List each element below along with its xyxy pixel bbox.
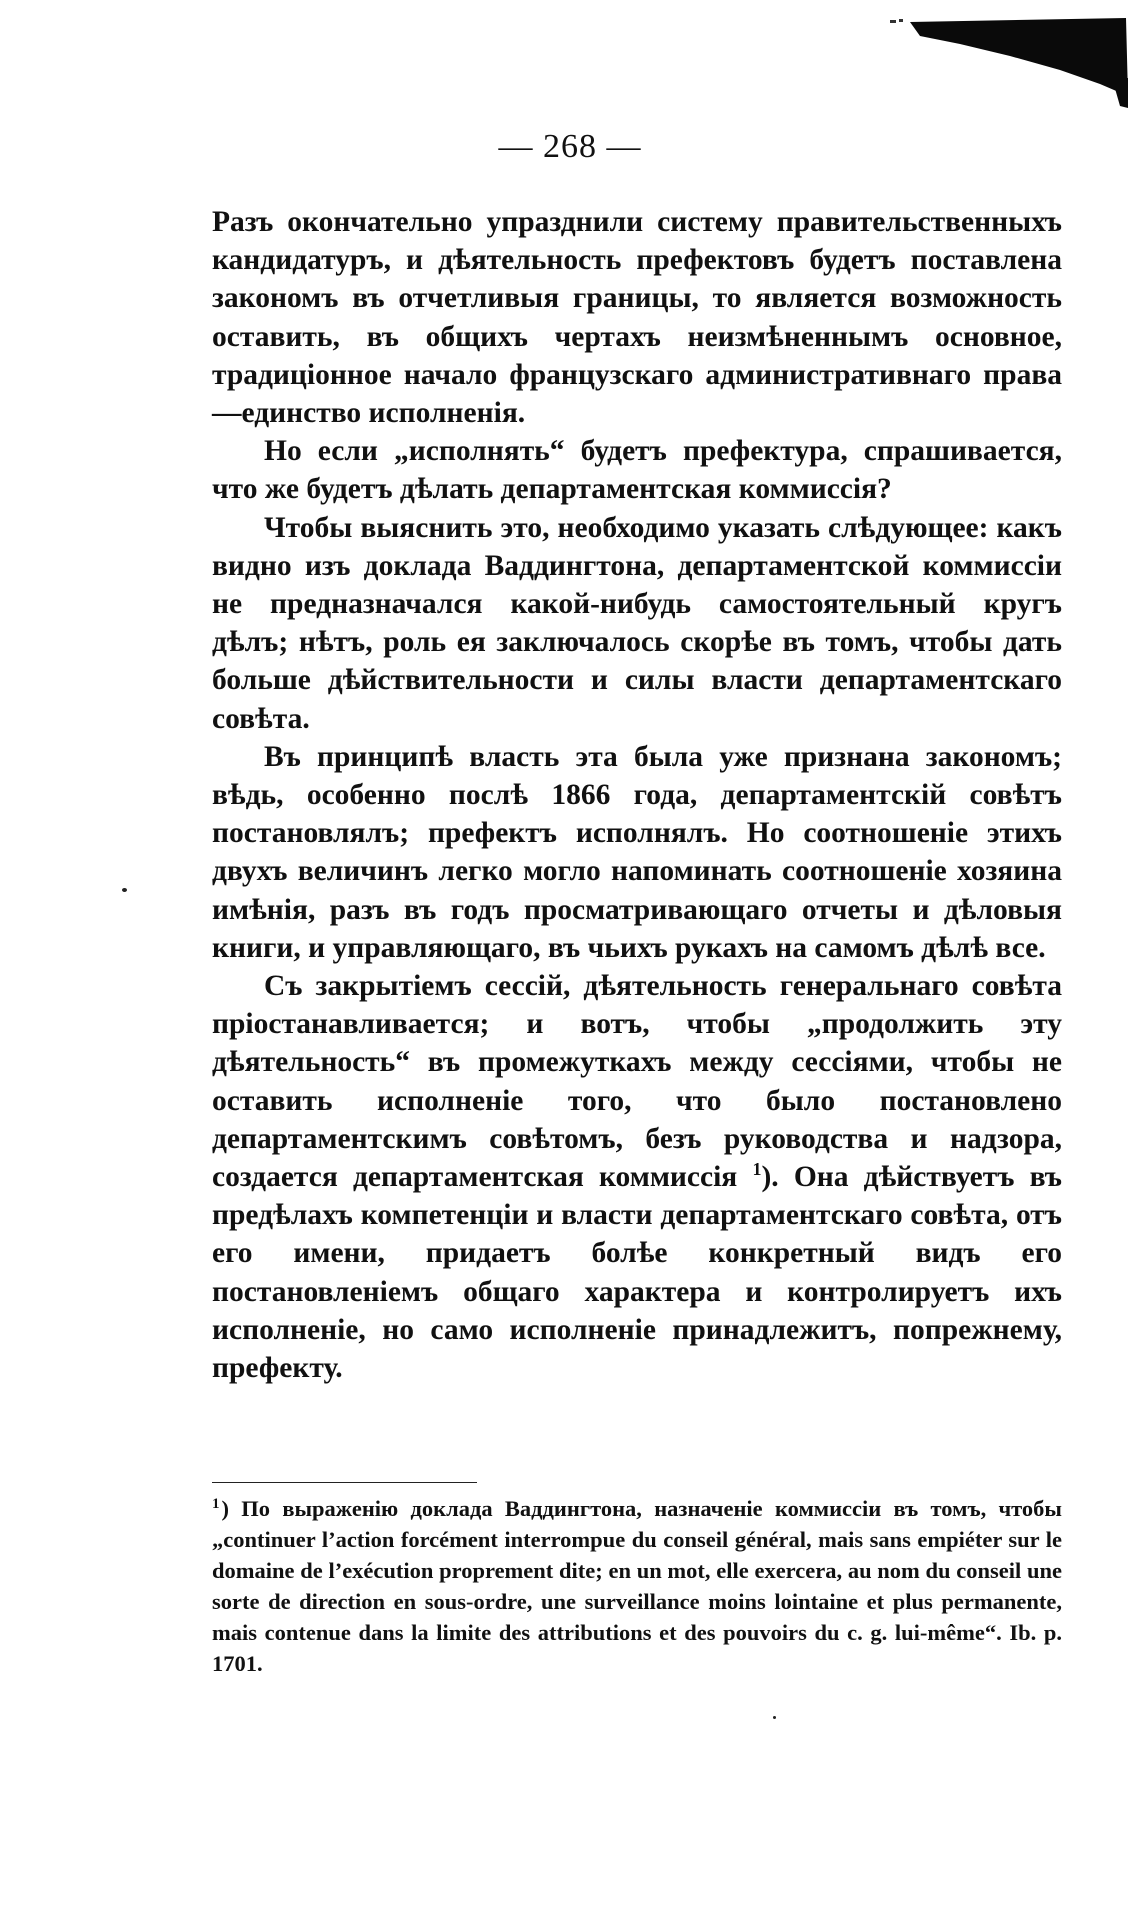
footnote: [212, 1493, 1062, 1679]
ink-smudge-mark: [890, 18, 1130, 108]
paragraph-3: Чтобы выяснить это, необходимо указать слѣдующее: какъ видно изъ доклада Ваддингтона, департаментской коммиссіи не предназначался какой-нибудь самостоятельный кругъ дѣлъ; нѣтъ, роль ея заключалось скорѣе въ томъ, чтобы дать больше дѣйствительности и силы власти департаментскаго совѣта.: [212, 511, 1062, 735]
paragraph-5-after-ref: ). Она дѣйствуетъ въ предѣлахъ компетенціи и власти департаментскаго совѣта, отъ его имени, придаетъ болѣе конкретный видъ его постановленіемъ общаго характера и контролируетъ ихъ исполненіе, но само исполненіе принадлежитъ, попрежнему, префекту.: [212, 1161, 1063, 1385]
paragraph-5-before-ref: Съ закрытіемъ сессій, дѣятельность генеральнаго совѣта пріостанавливается; и вотъ, чтобы „продолжить эту дѣятельность“ въ промежуткахъ между сессіями, чтобы не оставить исполненіе того, что было постановлено департаментскимъ совѣтомъ, безъ руководства и надзора, создается департаментская коммиссія: [212, 970, 1062, 1194]
footnote-marker: 1: [212, 1495, 220, 1512]
paragraph-1: Разъ окончательно упразднили систему правительственныхъ кандидатуръ, и дѣятельность префектовъ будетъ поставлена закономъ въ отчетливыя границы, то является возможность оставить, въ общихъ чертахъ неизмѣненнымъ основное, традиціонное начало французскаго административнаго права—единство исполненія.: [212, 206, 1062, 430]
paragraph-5: [212, 967, 1062, 1387]
print-speck: [122, 888, 127, 892]
paragraph-4: Въ принципѣ власть эта была уже признана закономъ; вѣдь, особенно послѣ 1866 года, департаментскій совѣтъ постановлялъ; префектъ исполнялъ. Но соотношеніе этихъ двухъ величинъ легко могло напоминать соотношеніе хозяина имѣнія, разъ въ годъ просматривающаго отчеты и дѣловыя книги, и управляющаго, въ чьихъ рукахъ на самомъ дѣлѣ все.: [212, 740, 1062, 964]
paragraph-2: Но если „исполнять“ будетъ префектура, спрашивается, что же будетъ дѣлать департаментская коммиссія?: [212, 435, 1062, 506]
main-text: [212, 203, 1062, 1387]
footnote-text: ) По выраженію доклада Ваддингтона, назначеніе коммиссіи въ томъ, чтобы „continuer l’action forcément interrompue du conseil général, mais sans empiéter sur le domaine de l’exécution proprement dite; en un mot, elle exercera, au nom du conseil une sorte de direction en sous-ordre, une surveillance moins lointaine et plus permanente, mais contenue dans la limite des attributions et des pouvoirs du c. g. lui-même“. Ib. p. 1701.: [212, 1496, 1062, 1676]
print-speck: [773, 1716, 776, 1719]
footnote-divider: [212, 1482, 477, 1483]
footnote-reference: 1: [752, 1159, 762, 1180]
page-number: — 268 —: [498, 128, 642, 165]
